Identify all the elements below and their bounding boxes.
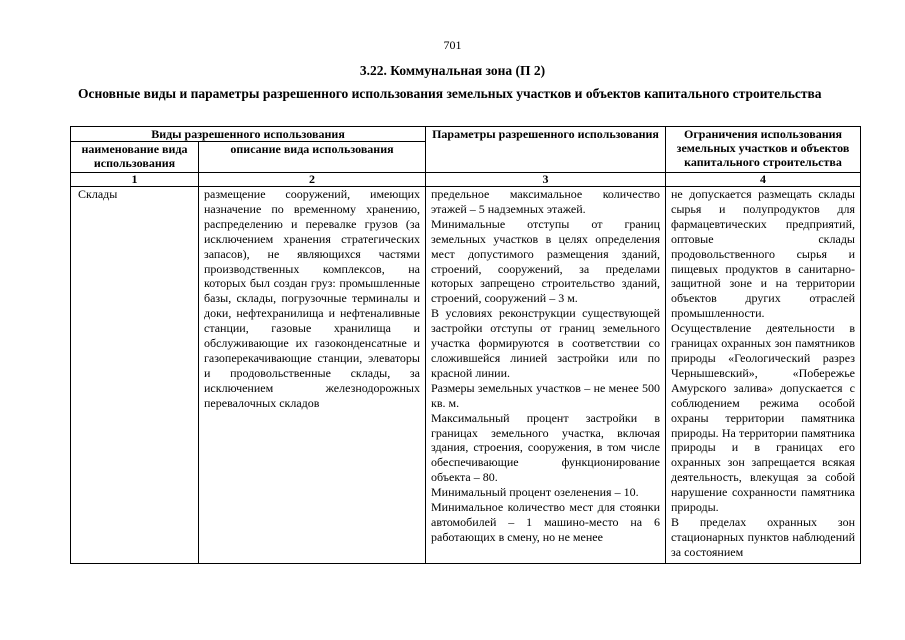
params-cell xyxy=(426,187,666,564)
column-number: 4 xyxy=(666,173,861,187)
header-usage-description: описание вида использования xyxy=(199,142,426,173)
column-number: 1 xyxy=(71,173,199,187)
limit-paragraph: не допускается размещать склады сырья и полупродуктов для фармацевтических предприятий, оптовые склады продовольственного сырья и пищевых продуктов в санитарно-защитной зоне и на территории объектов других отраслей промышленности. xyxy=(671,187,855,321)
usage-name-cell xyxy=(71,187,199,564)
limit-paragraph: Осуществление деятельности в границах охранных зон памятников природы «Геологический разрез Чернышевский», «Побережье Амурского залива» допускается с соблюдением режима особой охраны территории памятника природы. На территории памятника природы и в границах его охранных зон запрещается всякая деятельность, влекущая за собой нарушение сохранности памятника природы. xyxy=(671,321,855,515)
header-usage-name: наименование вида использования xyxy=(71,142,199,173)
usage-description-cell xyxy=(199,187,426,564)
column-number: 3 xyxy=(426,173,666,187)
param-paragraph: Минимальный процент озеленения – 10. xyxy=(431,485,639,500)
header-params: Параметры разрешенного использования xyxy=(426,127,666,173)
section-title: 3.22. Коммунальная зона (П 2) xyxy=(359,63,546,78)
param-paragraph: предельное максимальное количество этажей – 5 надземных этажей. xyxy=(431,187,660,216)
zoning-table xyxy=(70,126,861,564)
header-limits: Ограничения использования земельных участков и объектов капитального строительства xyxy=(666,127,861,173)
header-usage-types: Виды разрешенного использования xyxy=(71,127,426,142)
table-caption: Основные виды и параметры разрешенного использования земельных участков и объектов капитального строительства xyxy=(78,86,822,101)
param-paragraph: Размеры земельных участков – не менее 500 кв. м. xyxy=(431,380,660,410)
limit-paragraph: В пределах охранных зон стационарных пунктов наблюдений за состоянием xyxy=(671,514,855,559)
usage-description: размещение сооружений, имеющих назначение по временному хранению, распределению и перевалке грузов (за исключением хранения стратегических запасов), не являющихся частями производственных комплексов, на которых был создан груз: промышленные базы, склады, погрузочные терминалы и доки, нефтехранилища и нефтеналивные станции, газовые хранилища и обслуживающие их газоконденсатные и газоперекачивающие станции, элеваторы и продовольственные склады, за исключением железнодорожных перевалочных складов xyxy=(204,187,420,410)
param-paragraph: В условиях реконструкции существующей застройки отступы от границ земельного участка формируются в соответствии со сложившейся линией застройки или по красной линии. xyxy=(431,306,660,380)
page-number: 701 xyxy=(443,38,462,52)
table-row xyxy=(71,187,861,564)
param-paragraph: Минимальные отступы от границ земельных участков в целях определения мест допустимого размещения зданий, строений, сооружений, за пределами которых запрещено строительство зданий, строений, сооружений – 3 м. xyxy=(431,216,660,306)
header-row-1 xyxy=(71,127,861,142)
column-number: 2 xyxy=(199,173,426,187)
column-number-row xyxy=(71,173,861,187)
param-paragraph: Максимальный процент застройки в границах земельного участка, включая здания, строения, сооружения, в том числе обеспечивающие функционирование объекта – 80. xyxy=(431,410,660,485)
limits-cell xyxy=(666,187,861,564)
usage-name: Склады xyxy=(78,187,118,201)
param-paragraph: Минимальное количество мест для стоянки автомобилей – 1 машино-место на 6 работающих в смену, но не менее xyxy=(431,500,660,544)
